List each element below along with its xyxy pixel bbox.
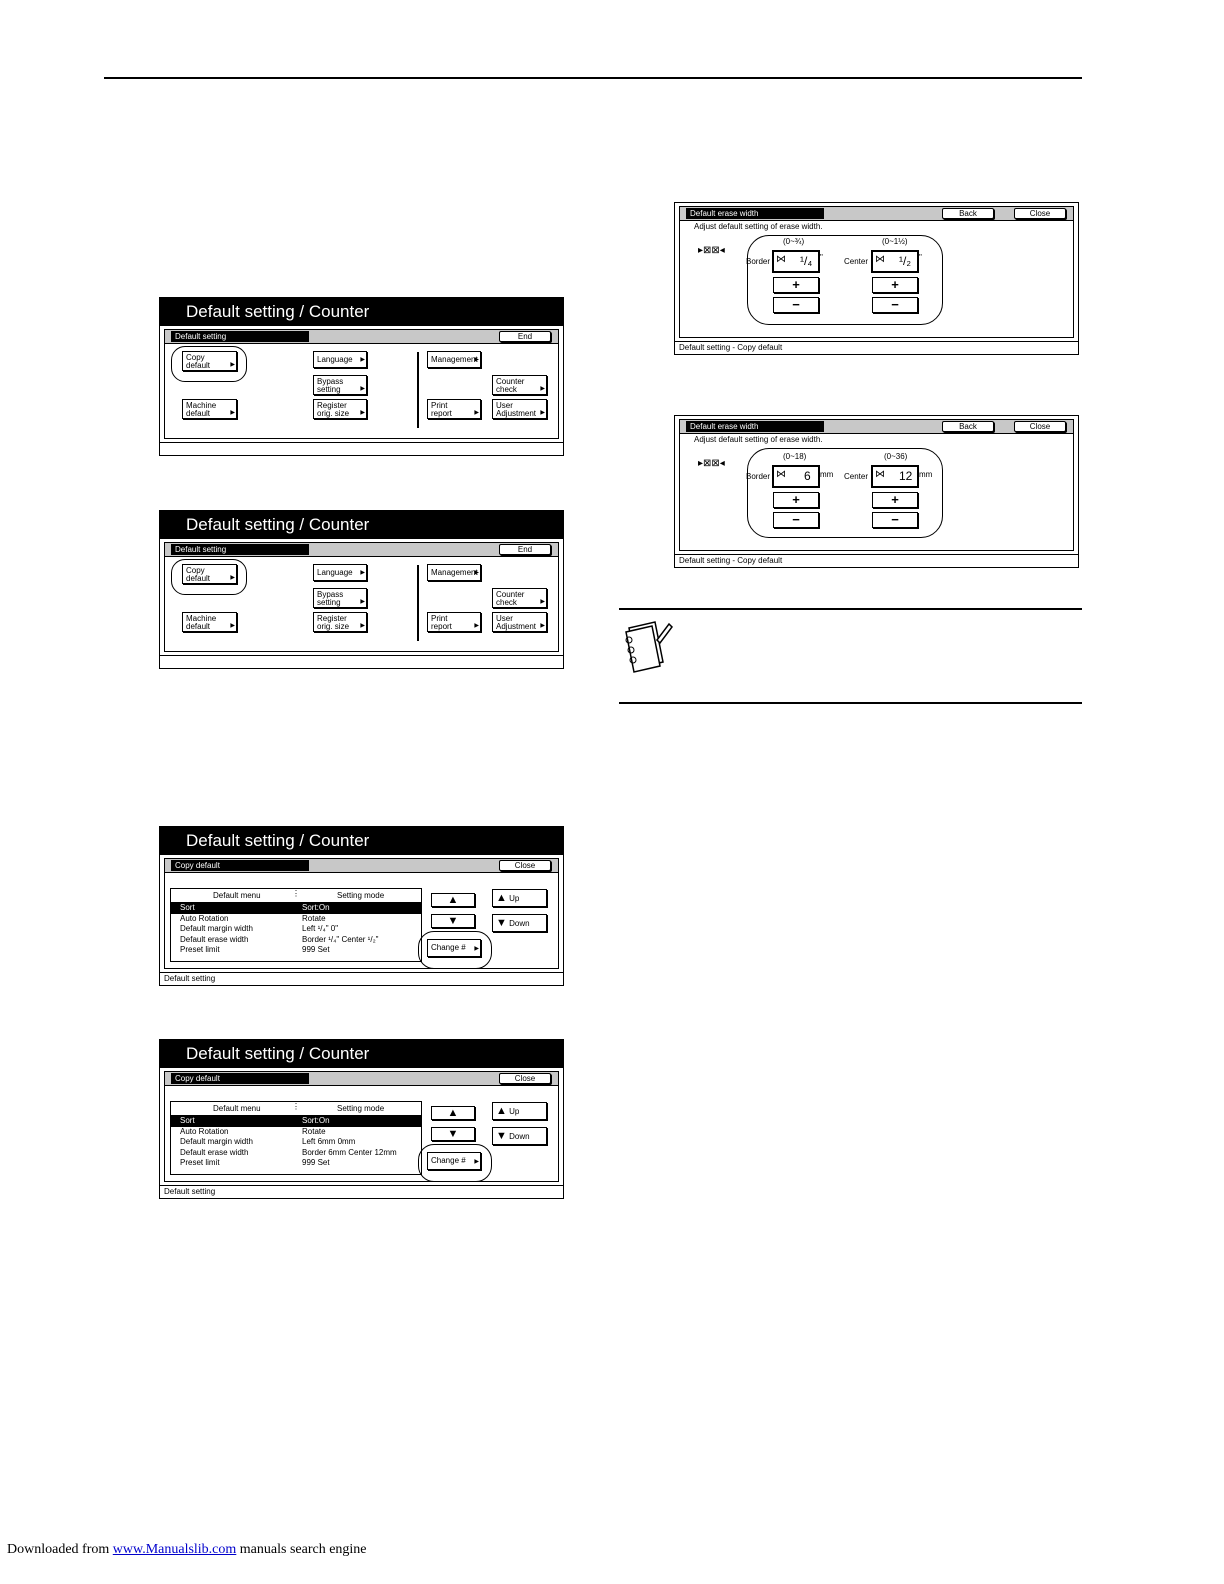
language-button[interactable]: Language ▶ (313, 564, 367, 581)
screen-title: Default setting / Counter (160, 827, 563, 855)
table-row[interactable]: Auto Rotation Rotate (180, 1126, 326, 1136)
border-range: (0~¾) (783, 237, 805, 246)
bypass-setting-button[interactable]: Bypass setting ▶ (313, 375, 367, 395)
bar-label: Default setting (171, 544, 309, 555)
bypass-setting-button[interactable]: Bypass setting ▶ (313, 588, 367, 608)
col-menu-header: Default menu (213, 1104, 261, 1113)
close-button[interactable]: Close (499, 1073, 551, 1084)
settings-table: Default menu ⋮ Setting mode Sort Sort:On Auto Rotation Rotate Default margin width Left 6mm 0mm Default erase width Border 6mm Center 12mm Preset limit 999 Set (170, 1101, 422, 1175)
panel-footer: Default setting (160, 972, 563, 985)
copy-default-button[interactable]: Copy default ▶ (182, 564, 237, 584)
up-button[interactable]: ▲ Up (492, 889, 547, 907)
copy-default-body (164, 858, 559, 969)
border-minus-button[interactable]: − (773, 297, 819, 313)
bar-label: Default erase width (686, 208, 824, 219)
table-row[interactable]: Sort Sort:On (171, 1116, 421, 1127)
download-footer: Downloaded from www.Manualslib.com manuals search engine (7, 1542, 367, 1557)
down-arrow-icon: ▼ (496, 1130, 507, 1142)
default-setting-body (164, 542, 559, 652)
user-adjustment-button[interactable]: User Adjustment ▶ (492, 612, 547, 632)
border-value-field[interactable]: ⋈ 6 (772, 465, 820, 488)
center-icon: ⋈ (875, 469, 885, 480)
erase-diagram-icon: ▸⊠⊠◂ (698, 245, 725, 256)
change-number-button[interactable]: Change # ▶ (427, 939, 481, 957)
table-row[interactable]: Default margin width Left 6mm 0mm (180, 1137, 356, 1146)
copy-default-body (164, 1071, 559, 1182)
machine-default-button[interactable]: Machine default ▶ (182, 612, 237, 632)
erase-diagram-icon: ▸⊠⊠◂ (698, 458, 725, 469)
border-minus-button[interactable]: − (773, 512, 819, 528)
user-adjustment-button[interactable]: User Adjustment ▶ (492, 399, 547, 419)
default-setting-panel-2 (159, 510, 564, 669)
register-orig-size-button[interactable]: Register orig. size ▶ (313, 612, 367, 632)
bar-label: Copy default (171, 1073, 309, 1084)
center-minus-button[interactable]: − (872, 297, 918, 313)
default-setting-panel-1 (159, 297, 564, 456)
up-arrow-icon: ▲ (496, 892, 507, 904)
erase-width-panel-inch (674, 202, 1079, 355)
bar-label: Default erase width (686, 421, 824, 432)
down-button[interactable]: ▼ Down (492, 1127, 547, 1145)
panel-footer: Default setting - Copy default (675, 341, 1078, 354)
scroll-up-button[interactable]: ▲ (431, 1106, 475, 1120)
border-label: Border (746, 257, 771, 266)
center-range: (0~36) (884, 452, 908, 461)
up-button[interactable]: ▲ Up (492, 1102, 547, 1120)
center-range: (0~1½) (882, 237, 908, 246)
border-value-field[interactable]: ⋈ ¹/₄ (772, 250, 820, 273)
notepad-icon (621, 618, 673, 674)
counter-check-button[interactable]: Counter check ▶ (492, 588, 547, 608)
col-menu-header: Default menu (213, 891, 261, 900)
end-button[interactable]: End (499, 331, 551, 342)
close-button[interactable]: Close (1014, 208, 1066, 219)
border-plus-button[interactable]: + (773, 277, 819, 293)
col-mode-header: Setting mode (337, 891, 385, 900)
col-mode-header: Setting mode (337, 1104, 385, 1113)
change-number-button[interactable]: Change # ▶ (427, 1152, 481, 1170)
table-row[interactable]: Auto Rotation Rotate (180, 913, 326, 923)
center-label: Center (844, 257, 869, 266)
center-plus-button[interactable]: + (872, 492, 918, 508)
border-icon: ⋈ (776, 469, 786, 480)
management-button[interactable]: Management ▶ (427, 351, 481, 368)
back-button[interactable]: Back (942, 208, 994, 219)
instruction-text: Adjust default setting of erase width. (694, 222, 823, 231)
divider (417, 352, 419, 428)
copy-default-button[interactable]: Copy default ▶ (182, 351, 237, 371)
center-value-field[interactable]: ⋈ 12 (871, 465, 919, 488)
divider (417, 565, 419, 641)
close-button[interactable]: Close (1014, 421, 1066, 432)
print-report-button[interactable]: Print report ▶ (427, 399, 481, 419)
scroll-up-button[interactable]: ▲ (431, 893, 475, 907)
manualslib-link[interactable]: www.Manualslib.com (112, 1542, 237, 1557)
language-button[interactable]: Language ▶ (313, 351, 367, 368)
bar-label: Default setting (171, 331, 309, 342)
border-plus-button[interactable]: + (773, 492, 819, 508)
table-row[interactable]: Default margin width Left ¹/₄" 0" (180, 924, 339, 933)
border-range: (0~18) (783, 452, 807, 461)
panel-footer (160, 655, 563, 668)
note-top-rule (619, 608, 1082, 610)
print-report-button[interactable]: Print report ▶ (427, 612, 481, 632)
panel-footer: Default setting - Copy default (675, 554, 1078, 567)
up-arrow-icon: ▲ (496, 1105, 507, 1117)
copy-default-panel-2 (159, 1039, 564, 1199)
erase-width-body: Default erase width Back Close Adjust default setting of erase width. ▸⊠⊠◂ (0~¾) (0~1½) Border ⋈ ¹/₄ " Center ⋈ ¹/₂ " + − + − (679, 206, 1074, 338)
note-bottom-rule (619, 702, 1082, 704)
screen-title: Default setting / Counter (160, 1040, 563, 1068)
screen-title: Default setting / Counter (160, 511, 563, 539)
screen-title: Default setting / Counter (160, 298, 563, 326)
center-value-field[interactable]: ⋈ ¹/₂ (871, 250, 919, 273)
management-button[interactable]: Management ▶ (427, 564, 481, 581)
border-icon: ⋈ (776, 254, 786, 265)
down-button[interactable]: ▼ Down (492, 914, 547, 932)
table-row[interactable]: Preset limit 999 Set (180, 945, 330, 954)
table-row[interactable]: Default erase width Border ¹/₄" Center ¹/₂" (180, 934, 379, 944)
panel-footer: Default setting (160, 1185, 563, 1198)
copy-default-panel-1 (159, 826, 564, 986)
header-rule (104, 77, 1082, 79)
scroll-down-button[interactable]: ▼ (431, 1127, 475, 1141)
table-row[interactable]: Sort Sort:On (171, 903, 421, 914)
machine-default-button[interactable]: Machine default ▶ (182, 399, 237, 419)
default-setting-body (164, 329, 559, 439)
bar-label: Copy default (171, 860, 309, 871)
table-row[interactable]: Default erase width Border 6mm Center 12mm (180, 1147, 397, 1157)
instruction-text: Adjust default setting of erase width. (694, 435, 823, 444)
border-label: Border (746, 472, 771, 481)
scroll-down-button[interactable]: ▼ (431, 914, 475, 928)
center-label: Center (844, 472, 869, 481)
center-plus-button[interactable]: + (872, 277, 918, 293)
center-icon: ⋈ (875, 254, 885, 265)
settings-table: Default menu ⋮ Setting mode Sort Sort:On Auto Rotation Rotate Default margin width Left ¹/₄" 0" Default erase width Border ¹/₄" Center ¹/₂" Preset limit 999 Set (170, 888, 422, 962)
end-button[interactable]: End (499, 544, 551, 555)
erase-width-panel-metric (674, 415, 1079, 568)
register-orig-size-button[interactable]: Register orig. size ▶ (313, 399, 367, 419)
erase-width-body: Default erase width Back Close Adjust default setting of erase width. ▸⊠⊠◂ (0~18) (0~36) Border ⋈ 6 mm Center ⋈ 12 mm + − + − (679, 419, 1074, 551)
down-arrow-icon: ▼ (496, 917, 507, 929)
counter-check-button[interactable]: Counter check ▶ (492, 375, 547, 395)
panel-footer (160, 442, 563, 455)
table-row[interactable]: Preset limit 999 Set (180, 1158, 330, 1167)
close-button[interactable]: Close (499, 860, 551, 871)
back-button[interactable]: Back (942, 421, 994, 432)
center-minus-button[interactable]: − (872, 512, 918, 528)
